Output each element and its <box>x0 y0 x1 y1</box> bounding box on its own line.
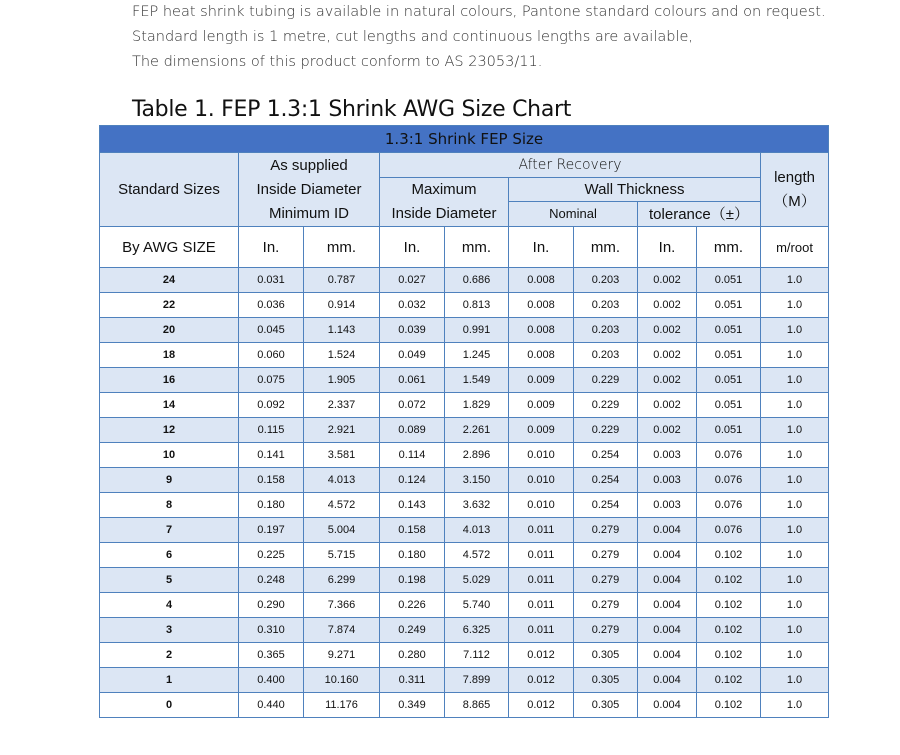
cell-nominal-mm: 0.203 <box>574 343 638 368</box>
cell-nominal-in: 0.011 <box>509 593 574 618</box>
cell-supplied-in: 0.045 <box>239 318 304 343</box>
table-banner: 1.3:1 Shrink FEP Size <box>100 126 829 153</box>
cell-awg-size: 5 <box>100 568 239 593</box>
header-tolerance: tolerance（±） <box>638 202 761 227</box>
cell-nominal-in: 0.008 <box>509 293 574 318</box>
unit-tolerance-in: In. <box>638 227 697 268</box>
cell-tolerance-in: 0.004 <box>638 668 697 693</box>
cell-supplied-mm: 9.271 <box>304 643 380 668</box>
cell-supplied-in: 0.075 <box>239 368 304 393</box>
cell-length: 1.0 <box>761 493 829 518</box>
cell-max-id-in: 0.049 <box>380 343 445 368</box>
cell-tolerance-mm: 0.051 <box>697 318 761 343</box>
cell-supplied-mm: 1.524 <box>304 343 380 368</box>
cell-length: 1.0 <box>761 593 829 618</box>
cell-max-id-mm: 2.261 <box>445 418 509 443</box>
cell-length: 1.0 <box>761 643 829 668</box>
cell-length: 1.0 <box>761 618 829 643</box>
cell-supplied-mm: 2.921 <box>304 418 380 443</box>
cell-max-id-mm: 0.991 <box>445 318 509 343</box>
cell-length: 1.0 <box>761 443 829 468</box>
header-as-supplied-line-3: Minimum ID <box>268 204 349 222</box>
cell-nominal-in: 0.009 <box>509 393 574 418</box>
cell-max-id-mm: 6.325 <box>445 618 509 643</box>
cell-length: 1.0 <box>761 668 829 693</box>
cell-max-id-mm: 1.245 <box>445 343 509 368</box>
cell-length: 1.0 <box>761 368 829 393</box>
cell-length: 1.0 <box>761 418 829 443</box>
cell-nominal-in: 0.011 <box>509 543 574 568</box>
header-max-id-line-2: Inside Diameter <box>391 205 497 222</box>
cell-supplied-in: 0.310 <box>239 618 304 643</box>
cell-supplied-mm: 0.787 <box>304 268 380 293</box>
table-row <box>100 468 829 493</box>
cell-tolerance-mm: 0.102 <box>697 693 761 718</box>
header-length-line-2: （M） <box>773 192 816 210</box>
table-row <box>100 568 829 593</box>
cell-max-id-in: 0.089 <box>380 418 445 443</box>
cell-max-id-in: 0.114 <box>380 443 445 468</box>
cell-max-id-mm: 7.112 <box>445 643 509 668</box>
cell-supplied-in: 0.290 <box>239 593 304 618</box>
cell-tolerance-mm: 0.076 <box>697 493 761 518</box>
cell-supplied-in: 0.158 <box>239 468 304 493</box>
header-as-supplied-line-1: As supplied <box>270 156 348 174</box>
table-row <box>100 593 829 618</box>
table-row <box>100 318 829 343</box>
cell-max-id-mm: 8.865 <box>445 693 509 718</box>
cell-nominal-in: 0.008 <box>509 318 574 343</box>
cell-nominal-mm: 0.254 <box>574 443 638 468</box>
cell-supplied-mm: 0.914 <box>304 293 380 318</box>
cell-nominal-in: 0.009 <box>509 368 574 393</box>
unit-nominal-in: In. <box>509 227 574 268</box>
cell-supplied-mm: 4.013 <box>304 468 380 493</box>
cell-tolerance-in: 0.003 <box>638 493 697 518</box>
header-nominal: Nominal <box>509 202 638 227</box>
intro-line-1: FEP heat shrink tubing is available in natural colours, Pantone standard colours and on request. <box>132 4 826 20</box>
cell-supplied-in: 0.031 <box>239 268 304 293</box>
table-row <box>100 418 829 443</box>
cell-nominal-in: 0.011 <box>509 568 574 593</box>
cell-nominal-in: 0.010 <box>509 468 574 493</box>
cell-awg-size: 3 <box>100 618 239 643</box>
cell-tolerance-mm: 0.051 <box>697 293 761 318</box>
cell-tolerance-mm: 0.102 <box>697 568 761 593</box>
cell-length: 1.0 <box>761 393 829 418</box>
cell-tolerance-in: 0.004 <box>638 643 697 668</box>
table-row <box>100 668 829 693</box>
cell-nominal-mm: 0.203 <box>574 318 638 343</box>
cell-awg-size: 10 <box>100 443 239 468</box>
cell-length: 1.0 <box>761 568 829 593</box>
table-row <box>100 393 829 418</box>
cell-awg-size: 1 <box>100 668 239 693</box>
cell-nominal-mm: 0.229 <box>574 393 638 418</box>
cell-tolerance-in: 0.003 <box>638 443 697 468</box>
unit-supplied-mm: mm. <box>304 227 380 268</box>
cell-awg-size: 18 <box>100 343 239 368</box>
cell-length: 1.0 <box>761 293 829 318</box>
cell-tolerance-mm: 0.102 <box>697 668 761 693</box>
cell-max-id-in: 0.039 <box>380 318 445 343</box>
cell-supplied-mm: 7.366 <box>304 593 380 618</box>
header-max-id-line-1: Maximum <box>411 181 477 198</box>
cell-tolerance-in: 0.004 <box>638 518 697 543</box>
cell-max-id-in: 0.280 <box>380 643 445 668</box>
cell-nominal-in: 0.012 <box>509 693 574 718</box>
cell-length: 1.0 <box>761 518 829 543</box>
cell-nominal-mm: 0.203 <box>574 268 638 293</box>
cell-tolerance-mm: 0.076 <box>697 443 761 468</box>
cell-length: 1.0 <box>761 343 829 368</box>
table-row <box>100 368 829 393</box>
cell-tolerance-in: 0.002 <box>638 418 697 443</box>
cell-length: 1.0 <box>761 543 829 568</box>
cell-awg-size: 16 <box>100 368 239 393</box>
cell-max-id-mm: 7.899 <box>445 668 509 693</box>
cell-supplied-mm: 5.715 <box>304 543 380 568</box>
cell-max-id-mm: 0.686 <box>445 268 509 293</box>
cell-max-id-mm: 5.029 <box>445 568 509 593</box>
table-row <box>100 518 829 543</box>
cell-nominal-mm: 0.203 <box>574 293 638 318</box>
cell-tolerance-in: 0.004 <box>638 618 697 643</box>
cell-nominal-in: 0.008 <box>509 343 574 368</box>
cell-supplied-in: 0.141 <box>239 443 304 468</box>
cell-awg-size: 6 <box>100 543 239 568</box>
cell-nominal-in: 0.010 <box>509 443 574 468</box>
cell-tolerance-in: 0.002 <box>638 318 697 343</box>
cell-supplied-in: 0.036 <box>239 293 304 318</box>
cell-tolerance-mm: 0.076 <box>697 468 761 493</box>
cell-max-id-mm: 4.572 <box>445 543 509 568</box>
unit-max-id-mm: mm. <box>445 227 509 268</box>
cell-awg-size: 8 <box>100 493 239 518</box>
cell-nominal-mm: 0.305 <box>574 693 638 718</box>
cell-supplied-in: 0.225 <box>239 543 304 568</box>
cell-tolerance-in: 0.002 <box>638 343 697 368</box>
header-standard-sizes: Standard Sizes <box>100 153 239 227</box>
cell-max-id-in: 0.061 <box>380 368 445 393</box>
cell-max-id-in: 0.072 <box>380 393 445 418</box>
cell-max-id-in: 0.198 <box>380 568 445 593</box>
cell-awg-size: 14 <box>100 393 239 418</box>
table-row <box>100 343 829 368</box>
cell-length: 1.0 <box>761 268 829 293</box>
cell-supplied-in: 0.060 <box>239 343 304 368</box>
cell-max-id-mm: 3.150 <box>445 468 509 493</box>
cell-nominal-mm: 0.229 <box>574 368 638 393</box>
cell-max-id-mm: 1.829 <box>445 393 509 418</box>
cell-nominal-in: 0.011 <box>509 618 574 643</box>
cell-nominal-mm: 0.254 <box>574 493 638 518</box>
cell-max-id-mm: 3.632 <box>445 493 509 518</box>
cell-supplied-mm: 1.143 <box>304 318 380 343</box>
cell-nominal-in: 0.012 <box>509 668 574 693</box>
unit-length: m/root <box>761 227 829 268</box>
cell-supplied-in: 0.440 <box>239 693 304 718</box>
cell-max-id-mm: 0.813 <box>445 293 509 318</box>
cell-tolerance-in: 0.004 <box>638 593 697 618</box>
cell-supplied-mm: 10.160 <box>304 668 380 693</box>
cell-length: 1.0 <box>761 318 829 343</box>
table-row <box>100 643 829 668</box>
cell-tolerance-in: 0.004 <box>638 543 697 568</box>
cell-length: 1.0 <box>761 693 829 718</box>
cell-awg-size: 22 <box>100 293 239 318</box>
cell-supplied-in: 0.115 <box>239 418 304 443</box>
cell-supplied-in: 0.180 <box>239 493 304 518</box>
cell-nominal-mm: 0.279 <box>574 543 638 568</box>
cell-max-id-in: 0.180 <box>380 543 445 568</box>
cell-nominal-mm: 0.254 <box>574 468 638 493</box>
cell-max-id-in: 0.143 <box>380 493 445 518</box>
cell-nominal-mm: 0.279 <box>574 518 638 543</box>
cell-tolerance-mm: 0.051 <box>697 343 761 368</box>
header-wall-thickness: Wall Thickness <box>509 178 761 202</box>
table-row <box>100 693 829 718</box>
cell-tolerance-mm: 0.051 <box>697 268 761 293</box>
table-row <box>100 293 829 318</box>
cell-supplied-in: 0.092 <box>239 393 304 418</box>
cell-awg-size: 2 <box>100 643 239 668</box>
unit-nominal-mm: mm. <box>574 227 638 268</box>
header-max-inside-diameter <box>380 178 509 227</box>
intro-text <box>132 0 826 75</box>
cell-supplied-in: 0.365 <box>239 643 304 668</box>
cell-tolerance-mm: 0.051 <box>697 393 761 418</box>
cell-length: 1.0 <box>761 468 829 493</box>
header-length-line-1: length <box>774 168 815 186</box>
cell-tolerance-in: 0.002 <box>638 393 697 418</box>
cell-max-id-in: 0.027 <box>380 268 445 293</box>
cell-tolerance-mm: 0.102 <box>697 543 761 568</box>
intro-line-3: The dimensions of this product conform to AS 23053/11. <box>132 54 543 70</box>
table-row <box>100 543 829 568</box>
cell-tolerance-mm: 0.102 <box>697 643 761 668</box>
cell-supplied-mm: 5.004 <box>304 518 380 543</box>
unit-supplied-in: In. <box>239 227 304 268</box>
cell-awg-size: 24 <box>100 268 239 293</box>
cell-nominal-mm: 0.279 <box>574 568 638 593</box>
cell-nominal-mm: 0.229 <box>574 418 638 443</box>
cell-nominal-in: 0.012 <box>509 643 574 668</box>
table-row <box>100 443 829 468</box>
cell-max-id-mm: 5.740 <box>445 593 509 618</box>
cell-tolerance-in: 0.002 <box>638 293 697 318</box>
cell-max-id-mm: 1.549 <box>445 368 509 393</box>
cell-nominal-in: 0.010 <box>509 493 574 518</box>
cell-nominal-mm: 0.305 <box>574 668 638 693</box>
cell-tolerance-in: 0.004 <box>638 568 697 593</box>
cell-supplied-mm: 7.874 <box>304 618 380 643</box>
cell-supplied-in: 0.248 <box>239 568 304 593</box>
header-length <box>761 153 829 227</box>
cell-max-id-in: 0.226 <box>380 593 445 618</box>
cell-tolerance-mm: 0.051 <box>697 418 761 443</box>
cell-nominal-mm: 0.279 <box>574 593 638 618</box>
cell-supplied-mm: 6.299 <box>304 568 380 593</box>
cell-tolerance-in: 0.004 <box>638 693 697 718</box>
cell-supplied-mm: 11.176 <box>304 693 380 718</box>
cell-supplied-mm: 3.581 <box>304 443 380 468</box>
table-row <box>100 618 829 643</box>
cell-nominal-mm: 0.279 <box>574 618 638 643</box>
cell-max-id-mm: 2.896 <box>445 443 509 468</box>
cell-tolerance-in: 0.003 <box>638 468 697 493</box>
table-body <box>100 268 829 718</box>
unit-tolerance-mm: mm. <box>697 227 761 268</box>
cell-tolerance-in: 0.002 <box>638 268 697 293</box>
cell-tolerance-mm: 0.051 <box>697 368 761 393</box>
cell-nominal-in: 0.011 <box>509 518 574 543</box>
table-title: Table 1. FEP 1.3:1 Shrink AWG Size Chart <box>132 97 572 122</box>
cell-supplied-mm: 1.905 <box>304 368 380 393</box>
cell-max-id-in: 0.158 <box>380 518 445 543</box>
cell-awg-size: 9 <box>100 468 239 493</box>
cell-awg-size: 12 <box>100 418 239 443</box>
cell-max-id-in: 0.124 <box>380 468 445 493</box>
header-as-supplied <box>239 153 380 227</box>
cell-max-id-in: 0.349 <box>380 693 445 718</box>
unit-max-id-in: In. <box>380 227 445 268</box>
header-as-supplied-line-2: Inside Diameter <box>256 180 362 198</box>
cell-awg-size: 0 <box>100 693 239 718</box>
cell-tolerance-in: 0.002 <box>638 368 697 393</box>
cell-tolerance-mm: 0.102 <box>697 618 761 643</box>
cell-nominal-in: 0.009 <box>509 418 574 443</box>
cell-max-id-in: 0.249 <box>380 618 445 643</box>
header-by-awg-size: By AWG SIZE <box>100 227 239 268</box>
cell-supplied-in: 0.400 <box>239 668 304 693</box>
cell-nominal-mm: 0.305 <box>574 643 638 668</box>
intro-line-2: Standard length is 1 metre, cut lengths and continuous lengths are available, <box>132 29 694 45</box>
table-row <box>100 493 829 518</box>
cell-supplied-mm: 2.337 <box>304 393 380 418</box>
header-after-recovery: After Recovery <box>380 153 761 178</box>
awg-size-chart <box>99 125 829 718</box>
cell-tolerance-mm: 0.102 <box>697 593 761 618</box>
cell-max-id-in: 0.311 <box>380 668 445 693</box>
cell-supplied-mm: 4.572 <box>304 493 380 518</box>
table-row <box>100 268 829 293</box>
cell-max-id-mm: 4.013 <box>445 518 509 543</box>
cell-awg-size: 4 <box>100 593 239 618</box>
cell-awg-size: 20 <box>100 318 239 343</box>
cell-tolerance-mm: 0.076 <box>697 518 761 543</box>
cell-supplied-in: 0.197 <box>239 518 304 543</box>
cell-awg-size: 7 <box>100 518 239 543</box>
cell-nominal-in: 0.008 <box>509 268 574 293</box>
cell-max-id-in: 0.032 <box>380 293 445 318</box>
